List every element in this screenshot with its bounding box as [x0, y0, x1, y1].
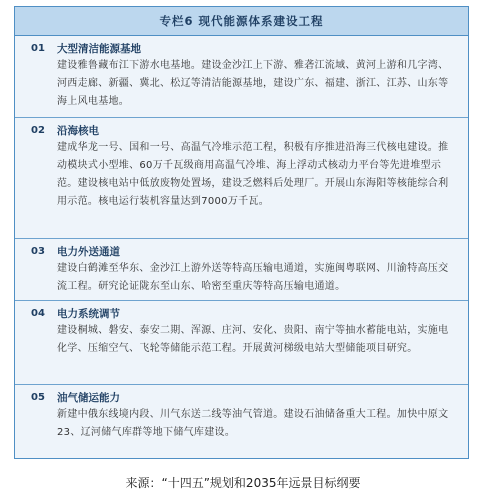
section-02 [15, 118, 468, 239]
section-body: 建设雅鲁藏布江下游水电基地。建设金沙江上下游、雅砻江流域、黄河上游和几字湾、河西走廊、新疆、冀北、松辽等清洁能源基地，建设广东、福建、浙江、江苏、山东等海上风电基地。 [57, 60, 449, 107]
section-03 [15, 239, 468, 301]
section-01 [15, 36, 468, 118]
section-title: 大型清洁能源基地 [57, 43, 141, 55]
section-title: 沿海核电 [57, 125, 99, 137]
section-title: 电力系统调节 [57, 308, 120, 320]
source-caption: 来源：“十四五”规划和2035年远景目标纲要 [125, 476, 361, 490]
section-04 [15, 301, 468, 385]
column-title: 专栏6 现代能源体系建设工程 [15, 7, 468, 36]
section-body: 建设白鹤滩至华东、金沙江上游外送等特高压输电通道，实施闽粤联网、川渝特高压交流工程。研究论证陇东至山东、哈密至重庆等特高压输电通道。 [57, 263, 449, 292]
column-box [14, 6, 469, 459]
section-number: 03 [31, 246, 45, 257]
section-body: 建设桐城、磐安、泰安二期、浑源、庄河、安化、贵阳、南宁等抽水蓄能电站，实施电化学、压缩空气、飞轮等储能示范工程。开展黄河梯级电站大型储能项目研究。 [57, 325, 449, 354]
section-number: 01 [31, 43, 45, 54]
section-05 [15, 385, 468, 459]
section-number: 05 [31, 392, 45, 403]
section-body: 建成华龙一号、国和一号、高温气冷堆示范工程，积极有序推进沿海三代核电建设。推动模块式小型堆、60万千瓦级商用高温气冷堆、海上浮动式核动力平台等先进堆型示范。建设核电站中低放废物处置场，建设乏燃料后处理厂。开展山东海阳等核能综合利用示范。核电运行装机容量达到7000万千瓦。 [57, 142, 449, 207]
section-number: 02 [31, 125, 45, 136]
section-body: 新建中俄东线境内段、川气东送二线等油气管道。建设石油储备重大工程。加快中原文23、辽河储气库群等地下储气库建设。 [57, 409, 449, 438]
section-title: 油气储运能力 [57, 392, 120, 404]
section-number: 04 [31, 308, 45, 319]
section-title: 电力外送通道 [57, 246, 120, 258]
